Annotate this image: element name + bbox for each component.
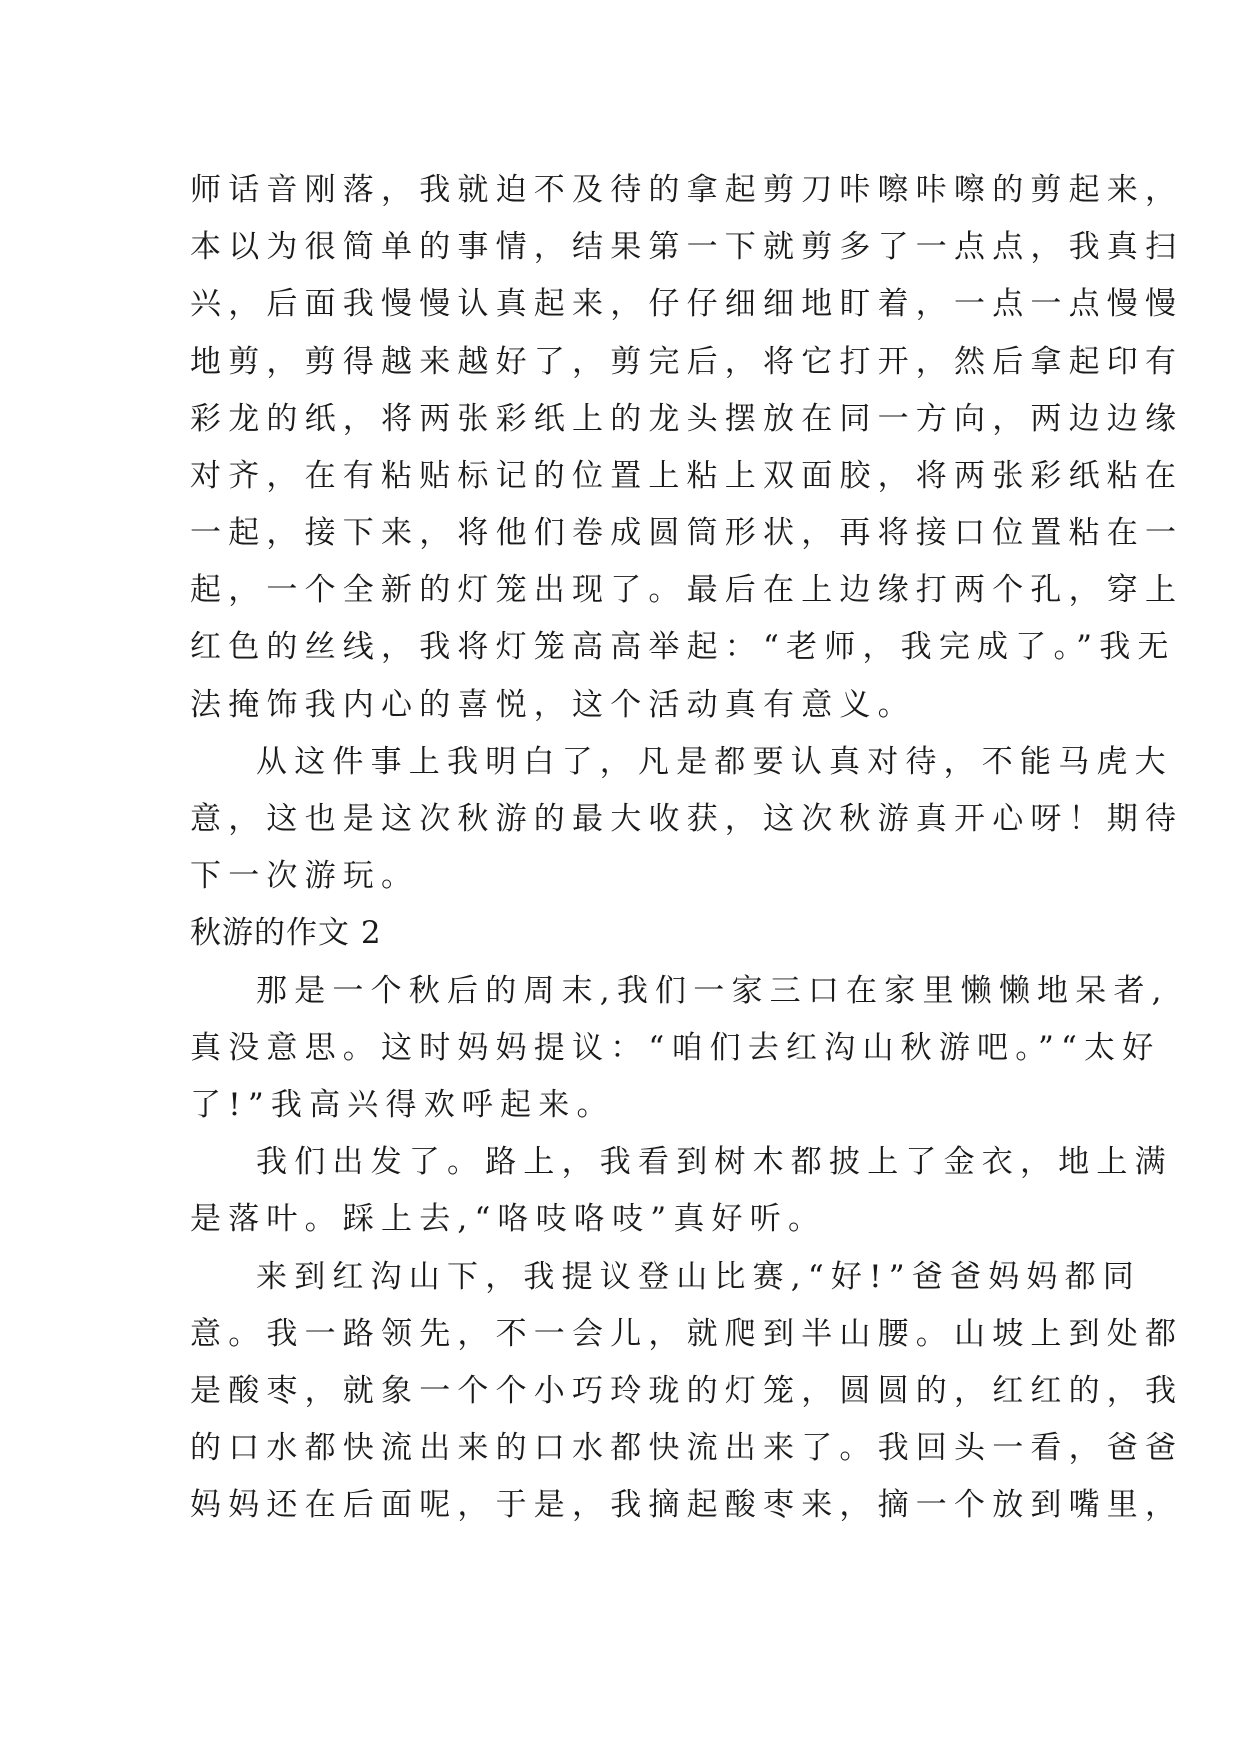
text-line: 彩龙的纸，将两张彩纸上的龙头摆放在同一方向，两边边缘 (190, 401, 1184, 437)
paragraph-first-line: 我们出发了。路上，我看到树木都披上了金衣，地上满 (256, 1144, 1173, 1180)
text-line: 妈妈还在后面呢，于是，我摘起酸枣来，摘一个放到嘴里， (190, 1487, 1184, 1523)
text-line: 兴，后面我慢慢认真起来，仔仔细细地盯着，一点一点慢慢 (190, 286, 1184, 322)
text-line: 地剪，剪得越来越好了，剪完后，将它打开，然后拿起印有 (190, 344, 1184, 380)
text-line: 一起，接下来，将他们卷成圆筒形状，再将接口位置粘在一 (190, 515, 1184, 551)
section-heading: 秋游的作文 2 (190, 915, 382, 951)
text-line: 意。我一路领先，不一会儿，就爬到半山腰。山坡上到处都 (190, 1316, 1184, 1352)
text-line: 的口水都快流出来的口水都快流出来了。我回头一看，爸爸 (190, 1430, 1184, 1466)
text-line: 意，这也是这次秋游的最大收获，这次秋游真开心呀！期待 (190, 801, 1184, 837)
text-line: 对齐，在有粘贴标记的位置上粘上双面胶，将两张彩纸粘在 (190, 458, 1184, 494)
paragraph-first-line: 那是一个秋后的周末,我们一家三口在家里懒懒地呆者, (256, 973, 1169, 1009)
text-line: 是酸枣，就象一个个小巧玲珑的灯笼，圆圆的，红红的，我 (190, 1373, 1184, 1409)
text-line: 红色的丝线，我将灯笼高高举起：“老师，我完成了。”我无 (190, 629, 1176, 665)
text-line: 真没意思。这时妈妈提议：“咱们去红沟山秋游吧。”“太好 (190, 1030, 1161, 1066)
paragraph-first-line: 来到红沟山下，我提议登山比赛,“好!”爸爸妈妈都同 (256, 1259, 1142, 1295)
text-line: 本以为很简单的事情，结果第一下就剪多了一点点，我真扫 (190, 229, 1184, 265)
text-line: 师话音刚落，我就迫不及待的拿起剪刀咔嚓咔嚓的剪起来， (190, 172, 1184, 208)
paragraph-first-line: 从这件事上我明白了，凡是都要认真对待，不能马虎大 (256, 744, 1173, 780)
text-line: 是落叶。踩上去,“咯吱咯吱”真好听。 (190, 1201, 827, 1237)
text-line: 了!”我高兴得欢呼起来。 (190, 1087, 615, 1123)
text-line: 起，一个全新的灯笼出现了。最后在上边缘打两个孔，穿上 (190, 572, 1184, 608)
text-line: 下一次游玩。 (190, 858, 420, 894)
text-line: 法掩饰我内心的喜悦，这个活动真有意义。 (190, 687, 916, 723)
